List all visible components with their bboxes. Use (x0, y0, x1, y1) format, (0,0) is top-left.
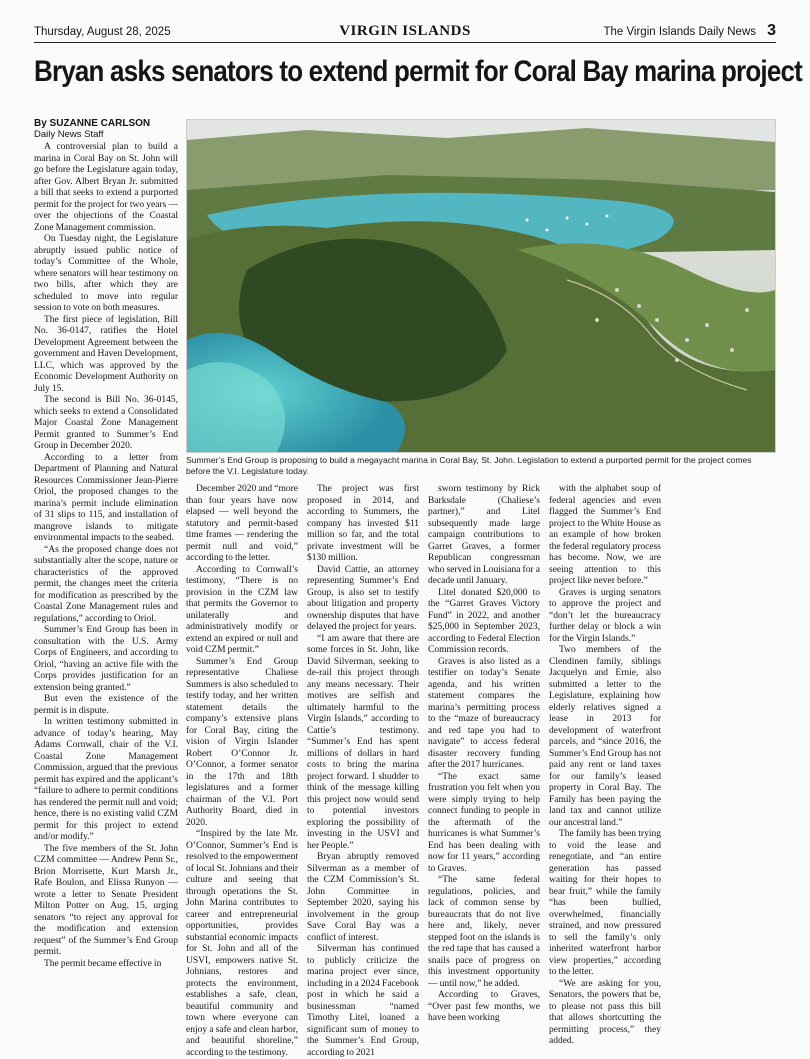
article-paragraph: In written testimony submitted in advance of today’s hearing, May Adams Cornwall, chair of the V.I. Coastal Zone Management Commission, argued that the previous permit has expired and the applicant’s “failure to adhere to permit conditions has rendered the permit null and void; hence, there is no existing valid CZM permit for this project to extend and/or modify.” (34, 717, 178, 842)
article-paragraph: The five members of the St. John CZM committee — Andrew Penn Sr., Brion Morrisette, Kurt Marsh Jr., Rafe Boulon, and Elissa Runyon — wrote a letter to Senate President Milton Potter on Aug. 15, urging senators “to reject any approval for the modification and extension request” of the Summer’s End Group permit. (34, 843, 178, 957)
article-paragraph: sworn testimony by Rick Barksdale (Chaliese’s partner),” and Litel subsequently made large campaign contributions to Garret Graves, a former Republican congressman who served in Louisiana for a decade until January. (428, 484, 540, 586)
article-paragraph: But even the existence of the permit is in dispute. (34, 694, 178, 716)
paper-name: The Virgin Islands Daily News (603, 26, 756, 38)
article-paragraph: “I am aware that there are some forces in St. John, like David Silverman, seeking to de-rail this project through any means necessary. Their motives are selfish and ultimately harmful to the Virgin Islands,” according to Cattie’s testimony. “Summer’s End has spent millions of dollars in hard costs to bring the marina project forward. I shudder to think of the message killing this project now would send to potential investors exploring the possibility of investing in the USVI and her People.” (307, 633, 419, 851)
staff-credit: Daily News Staff (34, 129, 104, 140)
article-paragraph: Silverman has continued to publicly criticize the marina project ever since, including in a 2024 Facebook post in which he said a businessman “named Timothy Litel, loaned a significant sum of money to the Summer’s End Group, according to 2021 (307, 944, 419, 1058)
article-paragraph: “Inspired by the late Mr. O’Connor, Summer’s End is resolved to the empowerment of local St. Johnians and their culture and seeing that through operations the St. John Marina contributes to career and entrepreneurial opportunities, provides substantial economic impacts for St. John and all of the USVI, empowers native St. Johnians, restores and protects the environment, establishes a safe, clean, beautiful community and town where everyone can enjoy a safe and clean harbor, and beautiful shoreline,” according to the testimony. (186, 829, 298, 1058)
article-paragraph: “The same federal regulations, policies, and lack of common sense by bureaucrats that do not live here and, likely, never stepped foot on the islands is the red tape that has caused a snails pace of progress on this investment opportunity — until now,” he added. (428, 875, 540, 989)
page-number: 3 (767, 22, 776, 39)
article-paragraph: The family has been trying to void the lease and renegotiate, and “an entire generation has passed waiting for their hopes to bear fruit,” while the family “has been bullied, overwhelmed, financially strained, and now pressured to sell the family’s only inherited waterfront harbor view properties,” according to the letter. (549, 829, 661, 977)
article-paragraph: Graves is also listed as a testifier on today’s Senate agenda, and his written statement compares the marina’s permitting process to the “maze of bureaucracy and red tape you had to navigate” to access federal disaster recovery funding after the 2017 hurricanes. (428, 656, 540, 770)
headline: Bryan asks senators to extend permit for Coral Bay marina project (34, 55, 802, 88)
article-paragraph: According to Cornwall’s testimony, “There is no provision in the CZM law that permits the Governor to unilaterally and administratively modify or extend an expired or null and void CZM permit.” (186, 564, 298, 655)
article-paragraph: Summer’s End Group representative Chaliese Summers is also scheduled to testify today, and her written statement details the company’s extensive plans for Coral Bay, citing the vision of Virgin Islander Robert O’Connor Jr. O’Connor, a former senator in the 17th and 18th legislatures and a former chairman of the V.I. Port Authority Board, died in 2020. (186, 656, 298, 828)
article-paragraph: According to a letter from Department of Planning and Natural Resources Commissioner Jean-Pierre Oriol, the proposed changes to the marina’s permit include elimination of 31 slips to 115, and installation of mangrove islands to mitigate environmental impacts to the seabed. (34, 452, 178, 543)
photo-image (187, 120, 775, 452)
article-column-2 (186, 484, 298, 1058)
article-paragraph: The permit became effective in (44, 958, 162, 969)
article-column-5 (549, 484, 661, 1046)
article-paragraph: Graves is urging senators to approve the project and “don’t let the bureaucracy further delay or block a win for the Virgin Islands.” (549, 587, 661, 644)
byline: By SUZANNE CARLSON (34, 118, 151, 129)
article-paragraph: with the alphabet soup of federal agencies and even flagged the Summer’s End project to the White House as an example of how broken the federal regulatory process has become. Now, we are seeing attention to this project like never before.” (549, 484, 661, 586)
article-paragraph: According to Graves, “Over past few months, we have been working (428, 990, 540, 1023)
article-paragraph: Litel donated $20,000 to the “Garret Graves Victory Fund” in 2022, and another $25,000 in September 2023, according to Federal Election Commission records. (428, 587, 540, 655)
article-paragraph: A controversial plan to build a marina in Coral Bay on St. John will go before the Legislature again today, after Gov. Albert Bryan Jr. submitted a bill that seeks to extend a purported permit for the project for two years — over the objections of the Coastal Zone Management commission. (34, 142, 178, 233)
article-paragraph: The second is Bill No. 36-0145, which seeks to extend a Consolidated Major Coastal Zone Management Permit granted to Summer’s End Group in December 2020. (34, 395, 178, 451)
section-title: VIRGIN ISLANDS (339, 23, 471, 39)
article-paragraph: December 2020 and “more than four years have now elapsed — well beyond the statutory and permit-based time frames — rendering the permit null and void,” according to the letter. (186, 484, 298, 563)
article-paragraph: Summer’s End Group has been in consultation with the U.S. Army Corps of Engineers, and according to Oriol, “having an active file with the Corps provides justification for an extension being granted.” (34, 625, 178, 693)
article-column-4 (428, 484, 540, 1023)
photo-caption: Summer’s End Group is proposing to build a megayacht marina in Coral Bay, St. John. Legislation to extend a purported permit for the project comes before the V.I. Legislature today. (186, 455, 752, 476)
aerial-photo (186, 119, 776, 453)
article-paragraph: The project was first proposed in 2014, and according to Summers, the company has invested $11 million so far, and the total private investment will be $130 million. (307, 484, 419, 563)
article-paragraph: “The exact same frustration you felt when you were simply trying to help connect funding to people in the aftermath of the hurricanes is what Summer’s End has been dealing with now for 11 years,” according to Graves. (428, 771, 540, 874)
byline-block (34, 118, 178, 140)
article-column-3 (307, 484, 419, 1058)
article-paragraph: Two members of the Clendinen family, siblings Jacquelyn and Ernie, also submitted a letter to the Legislature, explaining how elderly relatives signed a lease in 2013 for development of waterfront parcels, and “since 2016, the Summer’s End Group has not paid any rent or land taxes for our family’s leased property in Coral Bay. The Family has been paying the land tax and cannot utilize our ancestral land.” (549, 645, 661, 828)
article-paragraph: The first piece of legislation, Bill No. 36-0147, ratifies the Hotel Development Agreement between the government and Haven Development, LLC, which was approved by the Economic Development Authority on July 15. (34, 314, 178, 394)
masthead (34, 22, 776, 43)
article-paragraph: On Tuesday night, the Legislature abruptly issued public notice of today’s Committee of the Whole, where senators will hear testimony on two bills, after which they are scheduled to move into regular session to vote on both measures. (34, 234, 178, 313)
article-paragraph: David Cattie, an attorney representing Summer’s End Group, is also set to testify about litigation and property ownership disputes that have delayed the project for years. (307, 564, 419, 632)
article-paragraph: “We are asking for you, Senators, the powers that be, to please not pass this bill that allows shortcutting the permitting process,” they added. (549, 978, 661, 1046)
article-paragraph: “As the proposed change does not substantially alter the scope, nature or characteristics of the approved permit, the changes meet the criteria for modification as prescribed by the Coastal Zone Management rules and regulations,” according to Oriol. (34, 544, 178, 624)
article-paragraph: Bryan abruptly removed Silverman as a member of the CZM Commission’s St. John Committee in September 2020, saying his involvement in the group Save Coral Bay was a conflict of interest. (307, 852, 419, 943)
article-column-1 (34, 142, 178, 969)
issue-date: Thursday, August 28, 2025 (34, 26, 171, 38)
